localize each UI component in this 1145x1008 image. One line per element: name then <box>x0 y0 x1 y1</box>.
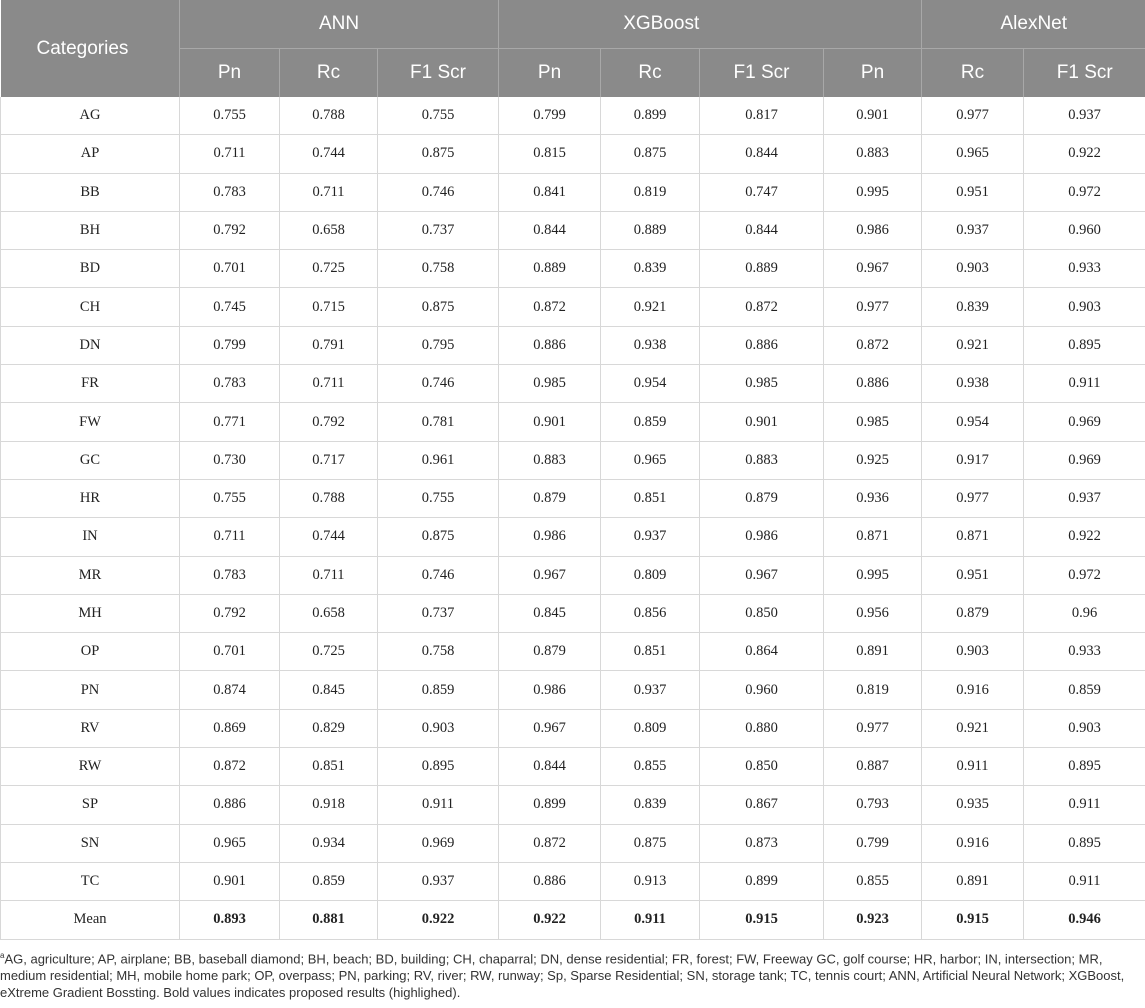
cell-ann-f1: 0.875 <box>378 135 499 173</box>
subheader-xgboost-rc: Rc <box>601 49 700 98</box>
mean-cell-ann-f1: 0.922 <box>378 901 499 939</box>
group-header-xgboost: XGBoost <box>499 0 824 49</box>
cell-alexnet-f1: 0.933 <box>1024 633 1145 671</box>
cell-xgboost-rc: 0.819 <box>601 173 700 211</box>
cell-xgboost-pn: 0.844 <box>499 211 601 249</box>
cell-xgboost-pn: 0.967 <box>499 556 601 594</box>
table-row <box>1 479 1145 517</box>
cell-ann-pn: 0.783 <box>180 556 280 594</box>
cell-ann-f1: 0.895 <box>378 748 499 786</box>
cell-alexnet-rc: 0.951 <box>922 556 1024 594</box>
cell-alexnet-rc: 0.903 <box>922 250 1024 288</box>
cell-ann-pn: 0.886 <box>180 786 280 824</box>
cell-category: FR <box>1 365 180 403</box>
cell-ann-f1: 0.737 <box>378 594 499 632</box>
cell-xgboost-pn: 0.899 <box>499 786 601 824</box>
cell-alexnet-f1: 0.895 <box>1024 748 1145 786</box>
cell-alexnet-f1: 0.972 <box>1024 173 1145 211</box>
mean-cell-ann-pn: 0.893 <box>180 901 280 939</box>
cell-ann-rc: 0.711 <box>280 365 378 403</box>
cell-alexnet-rc: 0.921 <box>922 326 1024 364</box>
table-row <box>1 173 1145 211</box>
cell-alexnet-pn: 0.977 <box>824 288 922 326</box>
cell-alexnet-rc: 0.937 <box>922 211 1024 249</box>
cell-ann-pn: 0.874 <box>180 671 280 709</box>
table-row <box>1 365 1145 403</box>
cell-ann-rc: 0.744 <box>280 135 378 173</box>
cell-ann-rc: 0.859 <box>280 862 378 900</box>
group-header-spacer <box>824 0 922 49</box>
cell-alexnet-pn: 0.799 <box>824 824 922 862</box>
cell-ann-rc: 0.791 <box>280 326 378 364</box>
cell-alexnet-f1: 0.911 <box>1024 862 1145 900</box>
cell-alexnet-pn: 0.891 <box>824 633 922 671</box>
footnote-text: AG, agriculture; AP, airplane; BB, baseball diamond; BH, beach; BD, building; CH, chaparral; DN, dense residential; FR, forest; FW, Freeway GC, golf course; HR, harbor; IN, intersection; MR, medium residential; MH, mobile home park; OP, overpass; PN, parking; RV, river; RW, runway; Sp, Sparse Residential; SN, storage tank; TC, tennis court; ANN, Artificial Neural Network; XGBoost, eXtreme Gradient Bossting. Bold values indicates proposed results (highlighed). <box>0 950 1125 1000</box>
group-header-ann: ANN <box>180 0 499 49</box>
cell-xgboost-rc: 0.851 <box>601 633 700 671</box>
table-body <box>1 97 1145 939</box>
mean-cell-xgboost-pn: 0.922 <box>499 901 601 939</box>
cell-ann-f1: 0.911 <box>378 786 499 824</box>
cell-alexnet-pn: 0.855 <box>824 862 922 900</box>
cell-xgboost-pn: 0.845 <box>499 594 601 632</box>
cell-category: IN <box>1 518 180 556</box>
cell-alexnet-rc: 0.935 <box>922 786 1024 824</box>
table-row <box>1 403 1145 441</box>
cell-ann-f1: 0.755 <box>378 479 499 517</box>
cell-alexnet-f1: 0.933 <box>1024 250 1145 288</box>
cell-category: GC <box>1 441 180 479</box>
cell-xgboost-f1: 0.985 <box>700 365 824 403</box>
cell-xgboost-f1: 0.817 <box>700 97 824 135</box>
cell-alexnet-pn: 0.925 <box>824 441 922 479</box>
cell-ann-rc: 0.725 <box>280 250 378 288</box>
mean-cell-category: Mean <box>1 901 180 939</box>
cell-ann-rc: 0.788 <box>280 97 378 135</box>
table-row <box>1 594 1145 632</box>
subheader-xgboost-pn: Pn <box>499 49 601 98</box>
cell-xgboost-f1: 0.747 <box>700 173 824 211</box>
cell-alexnet-rc: 0.871 <box>922 518 1024 556</box>
table-row <box>1 748 1145 786</box>
cell-alexnet-rc: 0.977 <box>922 97 1024 135</box>
cell-ann-pn: 0.730 <box>180 441 280 479</box>
cell-xgboost-rc: 0.851 <box>601 479 700 517</box>
cell-ann-pn: 0.869 <box>180 709 280 747</box>
cell-alexnet-rc: 0.891 <box>922 862 1024 900</box>
cell-alexnet-pn: 0.886 <box>824 365 922 403</box>
cell-ann-f1: 0.875 <box>378 518 499 556</box>
cell-alexnet-pn: 0.995 <box>824 556 922 594</box>
mean-cell-xgboost-rc: 0.911 <box>601 901 700 939</box>
cell-xgboost-f1: 0.889 <box>700 250 824 288</box>
cell-alexnet-f1: 0.937 <box>1024 97 1145 135</box>
cell-xgboost-f1: 0.864 <box>700 633 824 671</box>
subheader-ann-pn: Pn <box>180 49 280 98</box>
cell-category: OP <box>1 633 180 671</box>
cell-xgboost-pn: 0.985 <box>499 365 601 403</box>
cell-ann-rc: 0.744 <box>280 518 378 556</box>
table-row <box>1 633 1145 671</box>
cell-ann-f1: 0.969 <box>378 824 499 862</box>
table-row <box>1 326 1145 364</box>
cell-ann-rc: 0.845 <box>280 671 378 709</box>
cell-category: RW <box>1 748 180 786</box>
cell-alexnet-rc: 0.951 <box>922 173 1024 211</box>
cell-xgboost-rc: 0.875 <box>601 824 700 862</box>
cell-xgboost-f1: 0.960 <box>700 671 824 709</box>
cell-ann-pn: 0.783 <box>180 173 280 211</box>
cell-xgboost-pn: 0.844 <box>499 748 601 786</box>
cell-ann-pn: 0.771 <box>180 403 280 441</box>
cell-ann-pn: 0.901 <box>180 862 280 900</box>
cell-alexnet-rc: 0.839 <box>922 288 1024 326</box>
cell-alexnet-pn: 0.883 <box>824 135 922 173</box>
table-footnote <box>0 940 1145 1001</box>
group-header-alexnet: AlexNet <box>922 0 1145 49</box>
mean-cell-alexnet-pn: 0.923 <box>824 901 922 939</box>
table-row <box>1 862 1145 900</box>
cell-xgboost-pn: 0.883 <box>499 441 601 479</box>
cell-ann-pn: 0.711 <box>180 135 280 173</box>
cell-ann-rc: 0.658 <box>280 594 378 632</box>
cell-alexnet-pn: 0.986 <box>824 211 922 249</box>
cell-category: RV <box>1 709 180 747</box>
cell-ann-f1: 0.737 <box>378 211 499 249</box>
cell-xgboost-f1: 0.886 <box>700 326 824 364</box>
cell-ann-rc: 0.711 <box>280 556 378 594</box>
cell-alexnet-f1: 0.960 <box>1024 211 1145 249</box>
cell-ann-pn: 0.701 <box>180 633 280 671</box>
cell-alexnet-pn: 0.936 <box>824 479 922 517</box>
cell-alexnet-f1: 0.96 <box>1024 594 1145 632</box>
table-row <box>1 556 1145 594</box>
cell-xgboost-rc: 0.875 <box>601 135 700 173</box>
cell-ann-f1: 0.875 <box>378 288 499 326</box>
cell-ann-rc: 0.788 <box>280 479 378 517</box>
cell-xgboost-rc: 0.899 <box>601 97 700 135</box>
cell-ann-f1: 0.758 <box>378 250 499 288</box>
cell-xgboost-f1: 0.844 <box>700 211 824 249</box>
cell-category: PN <box>1 671 180 709</box>
cell-category: AG <box>1 97 180 135</box>
cell-category: BH <box>1 211 180 249</box>
cell-ann-f1: 0.755 <box>378 97 499 135</box>
cell-xgboost-f1: 0.844 <box>700 135 824 173</box>
cell-ann-rc: 0.725 <box>280 633 378 671</box>
cell-xgboost-f1: 0.899 <box>700 862 824 900</box>
cell-ann-rc: 0.792 <box>280 403 378 441</box>
subheader-alexnet-pn: Pn <box>824 49 922 98</box>
cell-alexnet-pn: 0.887 <box>824 748 922 786</box>
cell-category: BD <box>1 250 180 288</box>
cell-alexnet-rc: 0.954 <box>922 403 1024 441</box>
cell-alexnet-rc: 0.916 <box>922 671 1024 709</box>
cell-ann-pn: 0.872 <box>180 748 280 786</box>
cell-ann-pn: 0.755 <box>180 479 280 517</box>
cell-alexnet-pn: 0.871 <box>824 518 922 556</box>
table-row <box>1 441 1145 479</box>
cell-xgboost-rc: 0.856 <box>601 594 700 632</box>
cell-alexnet-rc: 0.916 <box>922 824 1024 862</box>
cell-alexnet-f1: 0.903 <box>1024 709 1145 747</box>
cell-ann-rc: 0.717 <box>280 441 378 479</box>
cell-xgboost-pn: 0.872 <box>499 288 601 326</box>
cell-xgboost-pn: 0.841 <box>499 173 601 211</box>
cell-alexnet-rc: 0.965 <box>922 135 1024 173</box>
cell-category: SN <box>1 824 180 862</box>
cell-xgboost-rc: 0.859 <box>601 403 700 441</box>
categories-header: Categories <box>1 0 180 97</box>
table-row <box>1 709 1145 747</box>
cell-xgboost-rc: 0.921 <box>601 288 700 326</box>
cell-ann-pn: 0.701 <box>180 250 280 288</box>
cell-ann-f1: 0.746 <box>378 365 499 403</box>
cell-xgboost-f1: 0.883 <box>700 441 824 479</box>
cell-ann-pn: 0.783 <box>180 365 280 403</box>
cell-ann-f1: 0.781 <box>378 403 499 441</box>
cell-ann-pn: 0.745 <box>180 288 280 326</box>
cell-alexnet-f1: 0.937 <box>1024 479 1145 517</box>
table-row <box>1 211 1145 249</box>
subheader-xgboost-f1: F1 Scr <box>700 49 824 98</box>
cell-alexnet-f1: 0.969 <box>1024 441 1145 479</box>
cell-xgboost-rc: 0.954 <box>601 365 700 403</box>
cell-category: BB <box>1 173 180 211</box>
cell-alexnet-f1: 0.895 <box>1024 824 1145 862</box>
cell-alexnet-rc: 0.911 <box>922 748 1024 786</box>
mean-cell-xgboost-f1: 0.915 <box>700 901 824 939</box>
cell-alexnet-pn: 0.819 <box>824 671 922 709</box>
cell-alexnet-pn: 0.901 <box>824 97 922 135</box>
table-row <box>1 135 1145 173</box>
cell-xgboost-pn: 0.879 <box>499 479 601 517</box>
cell-alexnet-f1: 0.903 <box>1024 288 1145 326</box>
cell-xgboost-rc: 0.913 <box>601 862 700 900</box>
cell-xgboost-rc: 0.839 <box>601 250 700 288</box>
cell-xgboost-f1: 0.986 <box>700 518 824 556</box>
cell-xgboost-rc: 0.937 <box>601 671 700 709</box>
table-row <box>1 786 1145 824</box>
cell-alexnet-pn: 0.985 <box>824 403 922 441</box>
cell-category: TC <box>1 862 180 900</box>
cell-ann-f1: 0.903 <box>378 709 499 747</box>
cell-alexnet-f1: 0.911 <box>1024 786 1145 824</box>
footnote-marker: a <box>0 950 5 960</box>
cell-xgboost-rc: 0.809 <box>601 709 700 747</box>
cell-xgboost-f1: 0.850 <box>700 748 824 786</box>
cell-ann-rc: 0.934 <box>280 824 378 862</box>
cell-xgboost-rc: 0.938 <box>601 326 700 364</box>
cell-ann-rc: 0.711 <box>280 173 378 211</box>
mean-row <box>1 901 1145 939</box>
cell-xgboost-f1: 0.967 <box>700 556 824 594</box>
cell-alexnet-f1: 0.972 <box>1024 556 1145 594</box>
table-row <box>1 671 1145 709</box>
cell-ann-f1: 0.746 <box>378 556 499 594</box>
cell-ann-f1: 0.746 <box>378 173 499 211</box>
cell-xgboost-f1: 0.872 <box>700 288 824 326</box>
cell-alexnet-f1: 0.922 <box>1024 518 1145 556</box>
cell-alexnet-rc: 0.917 <box>922 441 1024 479</box>
cell-category: AP <box>1 135 180 173</box>
cell-xgboost-pn: 0.886 <box>499 862 601 900</box>
subheader-ann-rc: Rc <box>280 49 378 98</box>
cell-ann-pn: 0.799 <box>180 326 280 364</box>
table-row <box>1 824 1145 862</box>
cell-alexnet-f1: 0.859 <box>1024 671 1145 709</box>
cell-alexnet-f1: 0.911 <box>1024 365 1145 403</box>
cell-alexnet-pn: 0.995 <box>824 173 922 211</box>
cell-category: HR <box>1 479 180 517</box>
cell-ann-pn: 0.755 <box>180 97 280 135</box>
cell-alexnet-f1: 0.922 <box>1024 135 1145 173</box>
mean-cell-alexnet-f1: 0.946 <box>1024 901 1145 939</box>
cell-ann-f1: 0.795 <box>378 326 499 364</box>
table-row <box>1 250 1145 288</box>
cell-ann-rc: 0.851 <box>280 748 378 786</box>
cell-ann-f1: 0.961 <box>378 441 499 479</box>
mean-cell-alexnet-rc: 0.915 <box>922 901 1024 939</box>
cell-alexnet-pn: 0.977 <box>824 709 922 747</box>
cell-xgboost-pn: 0.815 <box>499 135 601 173</box>
cell-xgboost-pn: 0.886 <box>499 326 601 364</box>
cell-category: MH <box>1 594 180 632</box>
cell-alexnet-rc: 0.938 <box>922 365 1024 403</box>
cell-xgboost-rc: 0.889 <box>601 211 700 249</box>
cell-ann-rc: 0.715 <box>280 288 378 326</box>
cell-alexnet-rc: 0.879 <box>922 594 1024 632</box>
cell-xgboost-f1: 0.880 <box>700 709 824 747</box>
cell-category: FW <box>1 403 180 441</box>
cell-xgboost-rc: 0.839 <box>601 786 700 824</box>
cell-ann-pn: 0.965 <box>180 824 280 862</box>
table-row <box>1 518 1145 556</box>
cell-alexnet-f1: 0.895 <box>1024 326 1145 364</box>
cell-xgboost-pn: 0.872 <box>499 824 601 862</box>
cell-xgboost-f1: 0.867 <box>700 786 824 824</box>
subheader-ann-f1: F1 Scr <box>378 49 499 98</box>
cell-ann-rc: 0.918 <box>280 786 378 824</box>
cell-xgboost-pn: 0.799 <box>499 97 601 135</box>
cell-ann-f1: 0.859 <box>378 671 499 709</box>
cell-xgboost-rc: 0.809 <box>601 556 700 594</box>
cell-xgboost-f1: 0.901 <box>700 403 824 441</box>
cell-xgboost-f1: 0.850 <box>700 594 824 632</box>
cell-xgboost-rc: 0.965 <box>601 441 700 479</box>
cell-alexnet-rc: 0.921 <box>922 709 1024 747</box>
cell-ann-f1: 0.758 <box>378 633 499 671</box>
cell-ann-rc: 0.829 <box>280 709 378 747</box>
cell-category: DN <box>1 326 180 364</box>
cell-ann-pn: 0.792 <box>180 211 280 249</box>
cell-ann-pn: 0.792 <box>180 594 280 632</box>
table-row <box>1 97 1145 135</box>
cell-alexnet-pn: 0.793 <box>824 786 922 824</box>
cell-alexnet-f1: 0.969 <box>1024 403 1145 441</box>
cell-xgboost-pn: 0.967 <box>499 709 601 747</box>
cell-xgboost-pn: 0.901 <box>499 403 601 441</box>
cell-xgboost-f1: 0.879 <box>700 479 824 517</box>
cell-category: SP <box>1 786 180 824</box>
cell-alexnet-rc: 0.903 <box>922 633 1024 671</box>
cell-category: CH <box>1 288 180 326</box>
subheader-alexnet-f1: F1 Scr <box>1024 49 1145 98</box>
subheader-alexnet-rc: Rc <box>922 49 1024 98</box>
cell-xgboost-rc: 0.937 <box>601 518 700 556</box>
cell-xgboost-pn: 0.879 <box>499 633 601 671</box>
cell-xgboost-pn: 0.889 <box>499 250 601 288</box>
cell-alexnet-pn: 0.967 <box>824 250 922 288</box>
cell-alexnet-rc: 0.977 <box>922 479 1024 517</box>
cell-ann-f1: 0.937 <box>378 862 499 900</box>
cell-xgboost-rc: 0.855 <box>601 748 700 786</box>
cell-xgboost-f1: 0.873 <box>700 824 824 862</box>
table-row <box>1 288 1145 326</box>
cell-alexnet-pn: 0.956 <box>824 594 922 632</box>
cell-ann-rc: 0.658 <box>280 211 378 249</box>
cell-alexnet-pn: 0.872 <box>824 326 922 364</box>
cell-category: MR <box>1 556 180 594</box>
cell-xgboost-pn: 0.986 <box>499 518 601 556</box>
mean-cell-ann-rc: 0.881 <box>280 901 378 939</box>
cell-ann-pn: 0.711 <box>180 518 280 556</box>
cell-xgboost-pn: 0.986 <box>499 671 601 709</box>
